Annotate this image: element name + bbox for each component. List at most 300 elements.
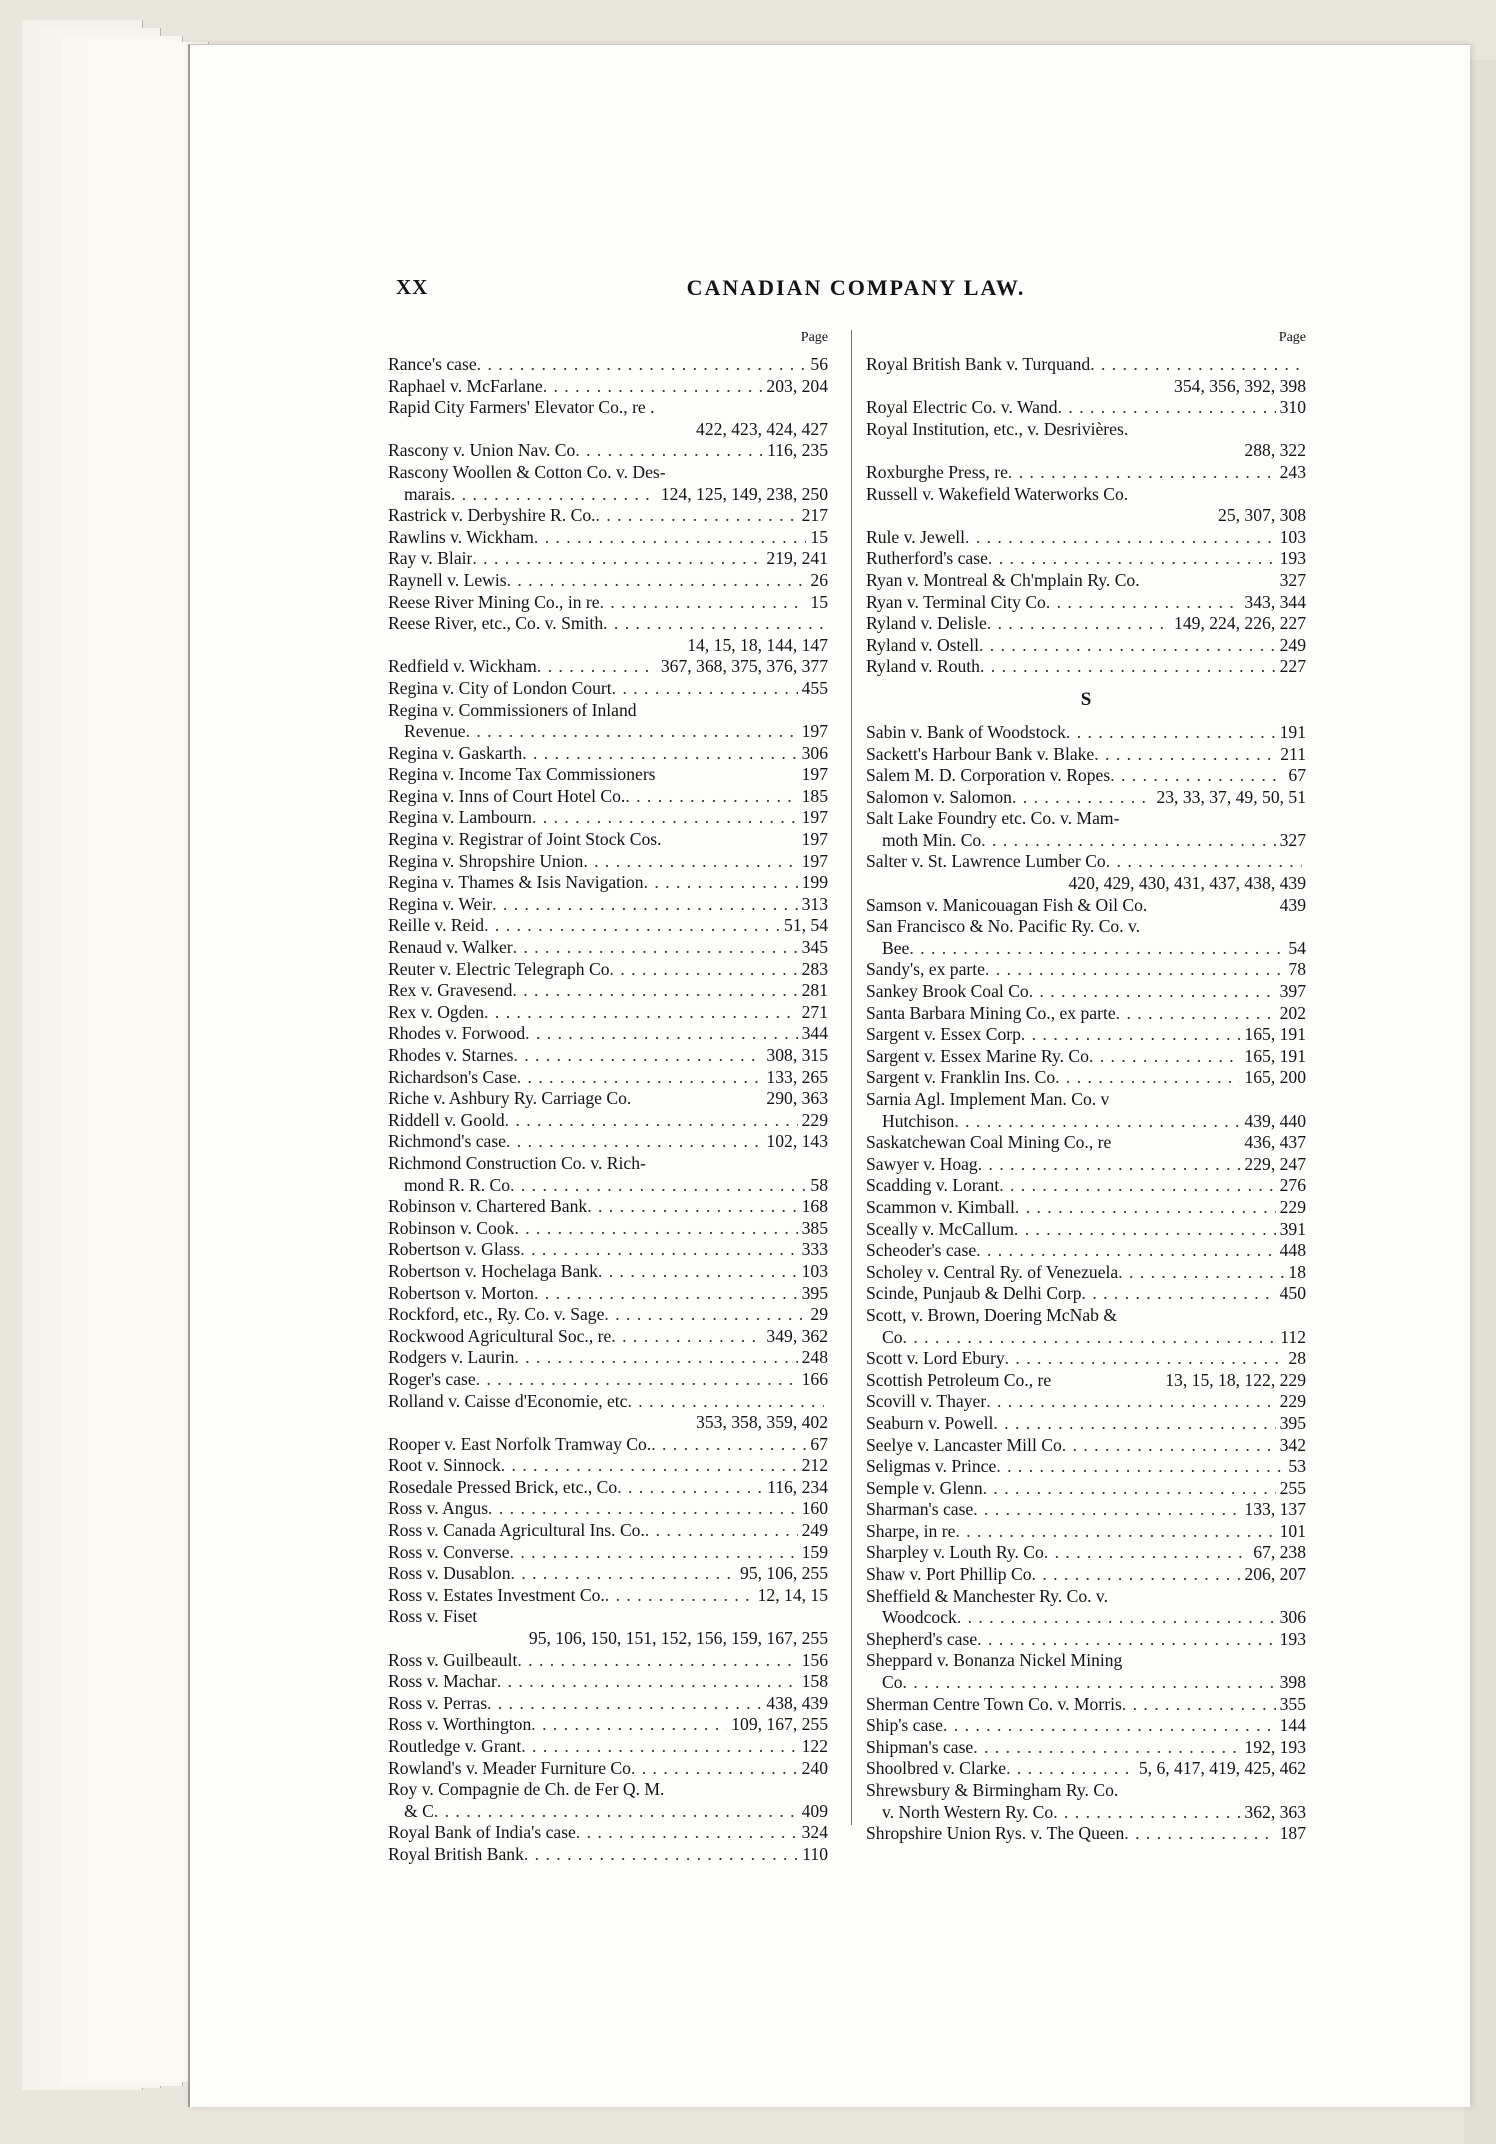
page-references: 67, 238 (1253, 1542, 1306, 1563)
index-entry (866, 1175, 1306, 1197)
page-references: 276 (1279, 1175, 1306, 1196)
case-name: Rowland's v. Meader Furniture Co (388, 1757, 631, 1778)
leader-dots (977, 1629, 1275, 1651)
case-name: Regina v. Weir (388, 893, 493, 914)
index-entry (866, 873, 1306, 895)
index-entry (866, 1499, 1306, 1521)
case-name: Rance's case (388, 354, 477, 374)
case-name: Salter v. St. Lawrence Lumber Co (866, 851, 1106, 872)
leader-dots (604, 1304, 806, 1326)
case-name: Regina v. Thames & Isis Navigation (388, 872, 644, 893)
leader-dots (1021, 1024, 1241, 1046)
case-name: Sherman Centre Town Co. v. Morris (866, 1693, 1122, 1714)
leader-dots (513, 1045, 762, 1067)
case-name: Reese River Mining Co., in re (388, 591, 600, 612)
page-references: 192, 193 (1244, 1736, 1306, 1757)
leader-dots (957, 1607, 1276, 1629)
case-name: Richardson's Case (388, 1066, 517, 1087)
case-name: Rex v. Ogden (388, 1001, 485, 1022)
leader-dots (1118, 1262, 1284, 1284)
case-name: Ross v. Dusablon (388, 1563, 511, 1584)
page-references: 197 (801, 850, 828, 871)
index-entry (388, 635, 828, 657)
case-name: Riche v. Ashbury Ry. Carriage Co. (388, 1088, 632, 1109)
leader-dots (522, 743, 797, 765)
page-column-header: Page (1278, 330, 1306, 345)
case-name: Ross v. Guilbeault (388, 1649, 518, 1670)
page-references: 229 (1279, 1391, 1306, 1412)
leader-dots (531, 1714, 727, 1736)
page-references: 12, 14, 15 (757, 1584, 828, 1605)
case-name: v. North Western Ry. Co (882, 1801, 1054, 1822)
page-references: 159 (801, 1541, 828, 1562)
index-entry (866, 1780, 1306, 1802)
page-references: 288, 322 (1244, 440, 1306, 461)
page-references: 95, 106, 255 (740, 1563, 828, 1584)
index-entry (866, 1089, 1306, 1111)
page-references: 67 (810, 1433, 828, 1454)
index-entry (388, 1131, 828, 1153)
leader-dots (575, 440, 763, 462)
leader-dots (1006, 1758, 1135, 1780)
case-name: Scinde, Punjaub & Delhi Corp (866, 1283, 1082, 1304)
index-entry (388, 462, 828, 484)
case-name: Raynell v. Lewis (388, 569, 507, 590)
leader-dots (978, 1154, 1241, 1176)
case-name: Bee (882, 937, 910, 958)
page-references: 354, 356, 392, 398 (1174, 375, 1306, 396)
case-name: Scadding v. Lorant (866, 1175, 1000, 1196)
leader-dots (484, 1002, 798, 1024)
index-column-right (866, 330, 1306, 1845)
page-references: 5, 6, 417, 419, 425, 462 (1138, 1758, 1306, 1779)
index-entry (388, 1650, 828, 1672)
page-references: 15 (810, 526, 828, 547)
index-entry (866, 592, 1306, 614)
page-references: 243 (1279, 461, 1306, 482)
case-name: Ross v. Machar (388, 1671, 497, 1692)
index-entries (388, 354, 828, 1866)
index-entry (866, 1391, 1306, 1413)
case-name: Royal Electric Co. v. Wand (866, 397, 1058, 418)
case-name: Rule v. Jewell (866, 526, 966, 547)
case-name: Shropshire Union Rys. v. The Queen (866, 1823, 1125, 1844)
index-entry (388, 1542, 828, 1564)
case-name: Sheppard v. Bonanza Nickel Mining (866, 1650, 1123, 1671)
index-entry (388, 1628, 828, 1650)
index-entry (866, 959, 1306, 981)
page-references: 29 (810, 1304, 828, 1325)
page-references: 28 (1288, 1348, 1306, 1369)
page-references: 397 (1279, 981, 1306, 1002)
page-references: 149, 224, 226, 227 (1174, 613, 1306, 634)
leader-dots (1082, 1283, 1276, 1305)
leader-dots (524, 1844, 798, 1866)
index-entry (866, 1370, 1306, 1392)
case-name: Ship's case (866, 1715, 943, 1736)
page-references: 313 (801, 893, 828, 914)
page-references: 197 (801, 764, 828, 785)
leader-dots (1094, 744, 1276, 766)
page-references: 185 (801, 785, 828, 806)
page-references: 345 (801, 937, 828, 958)
leader-dots (628, 1391, 825, 1413)
page-references: 203, 204 (766, 375, 828, 396)
index-entry (388, 1391, 828, 1413)
case-name: Revenue (404, 721, 466, 742)
leader-dots (1110, 765, 1284, 787)
page-references: 193 (1279, 1628, 1306, 1649)
leader-dots (1008, 462, 1276, 484)
page-references: 249 (801, 1520, 828, 1541)
page-references: 53 (1288, 1456, 1306, 1477)
case-name: Rosedale Pressed Brick, etc., Co (388, 1476, 618, 1497)
page-references: 327 (1279, 829, 1306, 850)
page-references: 290, 363 (766, 1088, 828, 1109)
page-references: 101 (1279, 1520, 1306, 1541)
case-name: Roy v. Compagnie de Ch. de Fer Q. M. (388, 1779, 665, 1800)
case-name: Robertson v. Hochelaga Bank (388, 1260, 598, 1281)
page-references: 144 (1279, 1715, 1306, 1736)
leader-dots (510, 1175, 806, 1197)
case-name: Ryland v. Delisle (866, 613, 987, 634)
page-references: 327 (1279, 569, 1306, 590)
page-references: 409 (801, 1800, 828, 1821)
index-entry (866, 1672, 1306, 1694)
index-entry (388, 548, 828, 570)
page-references: 211 (1280, 743, 1306, 764)
leader-dots (999, 1175, 1275, 1197)
leader-dots (517, 1067, 763, 1089)
index-entry (388, 1779, 828, 1801)
case-name: Sandy's, ex parte (866, 959, 985, 980)
page-references: 103 (1279, 526, 1306, 547)
index-entry (866, 656, 1306, 678)
index-entry (388, 1045, 828, 1067)
page-references: 420, 429, 430, 431, 437, 438, 439 (1068, 873, 1306, 894)
page-references: 122 (801, 1736, 828, 1756)
leader-dots (514, 1218, 797, 1240)
leader-dots (1032, 1564, 1241, 1586)
page-references: 156 (801, 1649, 828, 1670)
leader-dots (1090, 354, 1302, 376)
page-references: 67 (1288, 765, 1306, 786)
index-entry (388, 397, 828, 419)
leader-dots (603, 613, 824, 635)
page-references: 219, 241 (766, 548, 828, 569)
case-name: Sheffield & Manchester Ry. Co. v. (866, 1585, 1108, 1606)
case-name: Ross v. Angus (388, 1498, 489, 1519)
index-entry (866, 1564, 1306, 1586)
page-references: 23, 33, 37, 49, 50, 51 (1156, 786, 1306, 807)
page-references: 193 (1279, 548, 1306, 569)
page-references: 25, 307, 308 (1218, 505, 1306, 526)
page-references: 333 (801, 1239, 828, 1260)
page-references: 306 (1279, 1607, 1306, 1628)
case-name: Sceally v. McCallum (866, 1218, 1014, 1239)
index-entry (388, 1585, 828, 1607)
index-entry (866, 916, 1306, 938)
index-entry (388, 786, 828, 808)
case-name: Regina v. Inns of Court Hotel Co. (388, 785, 626, 806)
case-name: Rockwood Agricultural Soc., re (388, 1325, 612, 1346)
case-name: Scottish Petroleum Co., re (866, 1369, 1052, 1390)
index-entry (866, 1003, 1306, 1025)
index-entry (388, 1023, 828, 1045)
page-references: 229 (801, 1109, 828, 1130)
index-entry (388, 1088, 828, 1110)
page-references: 240 (801, 1757, 828, 1778)
index-entry (866, 1132, 1306, 1154)
leader-dots (605, 1585, 754, 1607)
page-references: 436, 437 (1244, 1132, 1306, 1153)
page-references: 109, 167, 255 (731, 1714, 828, 1735)
page-references: 308, 315 (766, 1045, 828, 1065)
index-entry (388, 1563, 828, 1585)
index-entry (388, 656, 828, 678)
case-name: Ryan v. Terminal City Co (866, 591, 1046, 612)
index-entry (866, 1758, 1306, 1780)
index-entry (866, 1737, 1306, 1759)
case-name: Rhodes v. Forwood (388, 1023, 526, 1044)
index-entry (866, 1262, 1306, 1284)
leader-dots (973, 1737, 1240, 1759)
leader-dots (525, 1023, 797, 1045)
leader-dots (596, 505, 798, 527)
case-name: Russell v. Wakefield Waterworks Co. (866, 483, 1129, 504)
leader-dots (534, 527, 807, 549)
leader-dots (610, 959, 798, 981)
page-references: 54 (1288, 937, 1306, 958)
index-entry (388, 505, 828, 527)
index-entry (388, 484, 828, 506)
index-entry (388, 743, 828, 765)
index-entry (388, 1822, 828, 1844)
page-references: 165, 191 (1244, 1024, 1306, 1045)
index-entry (388, 1736, 828, 1758)
index-entry (866, 376, 1306, 398)
case-name: Sarnia Agl. Implement Man. Co. v (866, 1089, 1110, 1109)
case-name: Roxburghe Press, re (866, 461, 1008, 482)
leader-dots (520, 1239, 797, 1261)
leader-dots (903, 1327, 1277, 1349)
page-references: 229 (1279, 1196, 1306, 1217)
index-entry (388, 1671, 828, 1693)
leader-dots (993, 1413, 1275, 1435)
leader-dots (987, 613, 1170, 635)
page-references: 18 (1288, 1261, 1306, 1282)
leader-dots (472, 548, 762, 570)
index-entry (388, 678, 828, 700)
index-entry (866, 354, 1306, 376)
book-title: CANADIAN COMPANY LAW. (686, 275, 1026, 300)
leader-dots (488, 1498, 798, 1520)
leader-dots (492, 894, 797, 916)
case-name: Royal British Bank (388, 1843, 524, 1864)
index-entry (866, 462, 1306, 484)
index-entries (866, 722, 1306, 1845)
case-name: marais (404, 483, 451, 504)
index-entry (866, 1607, 1306, 1629)
index-entry (388, 1304, 828, 1326)
page-references: 58 (810, 1174, 828, 1195)
case-name: San Francisco & No. Pacific Ry. Co. v. (866, 916, 1141, 937)
leader-dots (511, 1563, 737, 1585)
case-name: Sharman's case (866, 1499, 974, 1520)
leader-dots (510, 1542, 798, 1564)
case-name: Rodgers v. Laurin (388, 1347, 515, 1368)
page-references: 229, 247 (1244, 1153, 1306, 1174)
leader-dots (645, 1520, 798, 1542)
leader-dots (1089, 1046, 1240, 1068)
page-references: 116, 234 (767, 1476, 828, 1497)
case-name: Woodcock (882, 1607, 957, 1628)
index-entry (388, 807, 828, 829)
index-entry (866, 1413, 1306, 1435)
leader-dots (543, 376, 763, 398)
case-name: Regina v. Gaskarth (388, 742, 523, 763)
index-entry (388, 570, 828, 592)
leader-dots (476, 1369, 798, 1391)
leader-dots (532, 807, 798, 829)
page-references: 395 (801, 1282, 828, 1303)
index-entry (866, 1586, 1306, 1608)
index-entry (388, 851, 828, 873)
leader-dots (981, 830, 1275, 852)
page-references: 102, 143 (766, 1131, 828, 1152)
case-name: Ryland v. Routh (866, 656, 980, 677)
index-entry (388, 376, 828, 398)
case-name: Shaw v. Port Phillip Co (866, 1564, 1032, 1585)
page-references: 324 (801, 1822, 828, 1843)
index-entry (866, 1197, 1306, 1219)
index-entry (866, 1823, 1306, 1845)
index-entry (866, 1219, 1306, 1241)
index-entry (866, 1650, 1306, 1672)
case-name: Sharpe, in re (866, 1520, 956, 1541)
leader-dots (513, 937, 798, 959)
page-references: 197 (801, 721, 828, 742)
case-name: Rascony v. Union Nav. Co (388, 440, 576, 461)
index-entry (388, 1175, 828, 1197)
case-name: Regina v. City of London Court (388, 677, 612, 698)
case-name: Rex v. Gravesend (388, 980, 513, 1001)
leader-dots (583, 851, 797, 873)
leader-dots (943, 1715, 1276, 1737)
leader-dots (1055, 1067, 1240, 1089)
leader-dots (434, 1801, 798, 1823)
page-references: 202 (1279, 1002, 1306, 1023)
case-name: Saskatchewan Coal Mining Co., re (866, 1132, 1112, 1153)
index-entry (388, 764, 828, 786)
page-references: 217 (801, 505, 828, 526)
case-name: Ray v. Blair (388, 548, 473, 569)
index-entry (866, 787, 1306, 809)
case-name: Reuter v. Electric Telegraph Co (388, 958, 610, 979)
leader-dots (1044, 1542, 1249, 1564)
index-entry (866, 765, 1306, 787)
page-references: 112 (1280, 1326, 1306, 1347)
case-name: Shoolbred v. Clarke (866, 1758, 1007, 1779)
page-references: 422, 423, 424, 427 (696, 418, 828, 439)
case-name: Routledge v. Grant (388, 1736, 522, 1756)
case-name: Rolland v. Caisse d'Economie, etc (388, 1390, 628, 1411)
page-references: 455 (801, 677, 828, 698)
case-name: Ross v. Fiset (388, 1606, 478, 1627)
leader-dots (1015, 1197, 1276, 1219)
leader-dots (976, 1240, 1275, 1262)
leader-dots (1116, 1003, 1276, 1025)
case-name: Renaud v. Walker (388, 937, 513, 958)
index-entry (388, 1693, 828, 1715)
index-entry (866, 744, 1306, 766)
case-name: Co (882, 1672, 903, 1693)
leader-dots (1053, 1802, 1240, 1824)
leader-dots (506, 1131, 762, 1153)
page-references: 133, 137 (1244, 1499, 1306, 1520)
case-name: Ross v. Converse (388, 1541, 510, 1562)
page-references: 13, 15, 18, 122, 229 (1165, 1369, 1306, 1390)
index-entry (866, 1435, 1306, 1457)
index-entry (866, 808, 1306, 830)
leader-dots (598, 1261, 798, 1283)
page-references: 255 (1279, 1477, 1306, 1498)
index-entry (866, 851, 1306, 873)
case-name: Sabin v. Bank of Woodstock (866, 721, 1066, 742)
index-entry (866, 1024, 1306, 1046)
index-entry (388, 1067, 828, 1089)
page-references: 310 (1279, 397, 1306, 418)
case-name: Rapid City Farmers' Elevator Co., re . (388, 397, 655, 418)
index-entry (388, 1153, 828, 1175)
case-name: Salt Lake Foundry etc. Co. v. Mam- (866, 808, 1120, 829)
index-entry (388, 613, 828, 635)
page-references: 133, 265 (766, 1066, 828, 1087)
page-references: 168 (801, 1196, 828, 1217)
case-name: Sargent v. Franklin Ins. Co (866, 1067, 1056, 1088)
page-references: 362, 363 (1244, 1801, 1306, 1822)
case-name: mond R. R. Co (404, 1174, 511, 1195)
case-name: Seligmas v. Prince (866, 1456, 997, 1477)
index-entries (866, 354, 1306, 678)
page-references: 248 (801, 1347, 828, 1368)
case-name: Shrewsbury & Birmingham Ry. Co. (866, 1780, 1119, 1800)
case-name: Ross v. Perras (388, 1692, 488, 1713)
case-name: Salem M. D. Corporation v. Ropes (866, 765, 1111, 786)
index-entry (388, 872, 828, 894)
case-name: Richmond's case (388, 1131, 506, 1152)
case-name: Seelye v. Lancaster Mill Co (866, 1434, 1062, 1455)
case-name: Sackett's Harbour Bank v. Blake (866, 743, 1095, 764)
index-entry (866, 1154, 1306, 1176)
page-references: 438, 439 (766, 1692, 828, 1713)
page-references: 51, 54 (784, 915, 828, 936)
page-references: 249 (1279, 634, 1306, 655)
leader-dots (973, 1499, 1240, 1521)
index-entry (866, 527, 1306, 549)
index-entry (866, 440, 1306, 462)
case-name: Reille v. Reid (388, 915, 485, 936)
page-references: 14, 15, 18, 144, 147 (687, 634, 828, 655)
index-entry (388, 1002, 828, 1024)
leader-dots (514, 1347, 797, 1369)
case-name: Seaburn v. Powell (866, 1412, 994, 1433)
case-name: Rhodes v. Starnes (388, 1045, 514, 1065)
index-entry (866, 1348, 1306, 1370)
case-name: Ross v. Canada Agricultural Ins. Co. (388, 1520, 645, 1541)
leader-dots (1046, 592, 1241, 614)
index-entry (388, 1434, 828, 1456)
